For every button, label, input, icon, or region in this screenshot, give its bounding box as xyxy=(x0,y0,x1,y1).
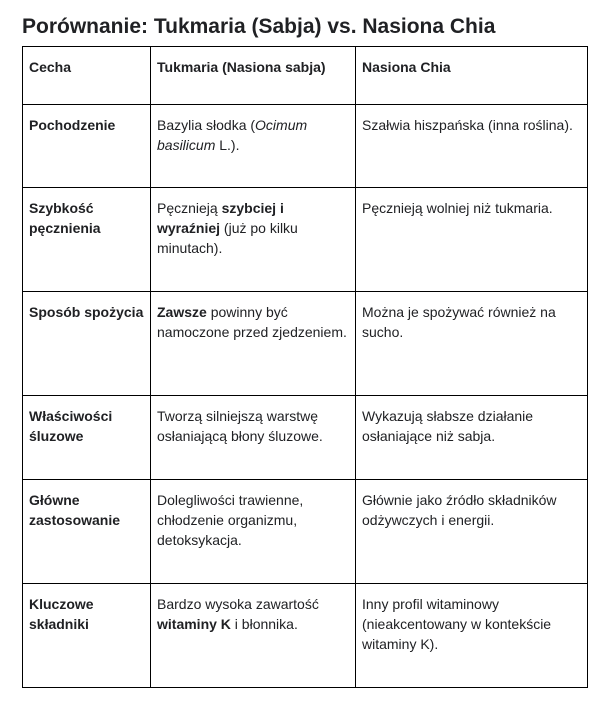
cell-text: Bazylia słodka ( xyxy=(157,117,256,133)
table-row xyxy=(23,480,588,584)
cell-italic-text: Ocimum basilicum xyxy=(157,117,308,153)
table-row xyxy=(23,188,588,292)
row-chia: Głównie jako źródło składników odżywczych i energii. xyxy=(356,480,588,584)
header-tukmaria: Tukmaria (Nasiona sabja) xyxy=(151,47,356,105)
row-feature: Sposób spożycia xyxy=(23,292,151,396)
row-feature: Główne zastosowanie xyxy=(23,480,151,584)
cell-bold-text: Zawsze xyxy=(157,304,207,320)
row-tukmaria xyxy=(151,105,356,188)
table-row xyxy=(23,584,588,688)
table-row xyxy=(23,396,588,480)
cell-text: Bardzo wysoka zawartość xyxy=(157,596,319,612)
row-tukmaria xyxy=(151,188,356,292)
table-header-row xyxy=(23,47,588,105)
row-chia: Można je spożywać również na sucho. xyxy=(356,292,588,396)
row-feature: Kluczowe składniki xyxy=(23,584,151,688)
cell-text: Pęcznieją xyxy=(157,200,222,216)
comparison-table xyxy=(22,46,588,688)
row-feature: Właściwości śluzowe xyxy=(23,396,151,480)
header-chia: Nasiona Chia xyxy=(356,47,588,105)
row-tukmaria: Tworzą silniejszą warstwę osłaniającą błony śluzowe. xyxy=(151,396,356,480)
cell-text: L.). xyxy=(215,137,240,153)
row-chia: Inny profil witaminowy (nieakcentowany w kontekście witaminy K). xyxy=(356,584,588,688)
row-feature: Szybkość pęcznienia xyxy=(23,188,151,292)
cell-text: powinny być namoczone przed zjedzeniem. xyxy=(157,304,347,340)
table-row xyxy=(23,105,588,188)
cell-bold-text: witaminy K xyxy=(157,616,231,632)
row-chia: Wykazują słabsze działanie osłaniające niż sabja. xyxy=(356,396,588,480)
table-row xyxy=(23,292,588,396)
row-chia: Szałwia hiszpańska (inna roślina). xyxy=(356,105,588,188)
row-chia: Pęcznieją wolniej niż tukmaria. xyxy=(356,188,588,292)
row-tukmaria: Dolegliwości trawienne, chłodzenie organizmu, detoksykacja. xyxy=(151,480,356,584)
page-title: Porównanie: Tukmaria (Sabja) vs. Nasiona Chia xyxy=(22,15,496,38)
cell-bold-text: szybciej i wyraźniej xyxy=(157,200,284,236)
row-tukmaria xyxy=(151,292,356,396)
cell-text: i błonnika. xyxy=(230,616,298,632)
header-feature: Cecha xyxy=(23,47,151,105)
row-feature: Pochodzenie xyxy=(23,105,151,188)
cell-text: (już po kilku minutach). xyxy=(157,220,298,256)
row-tukmaria xyxy=(151,584,356,688)
